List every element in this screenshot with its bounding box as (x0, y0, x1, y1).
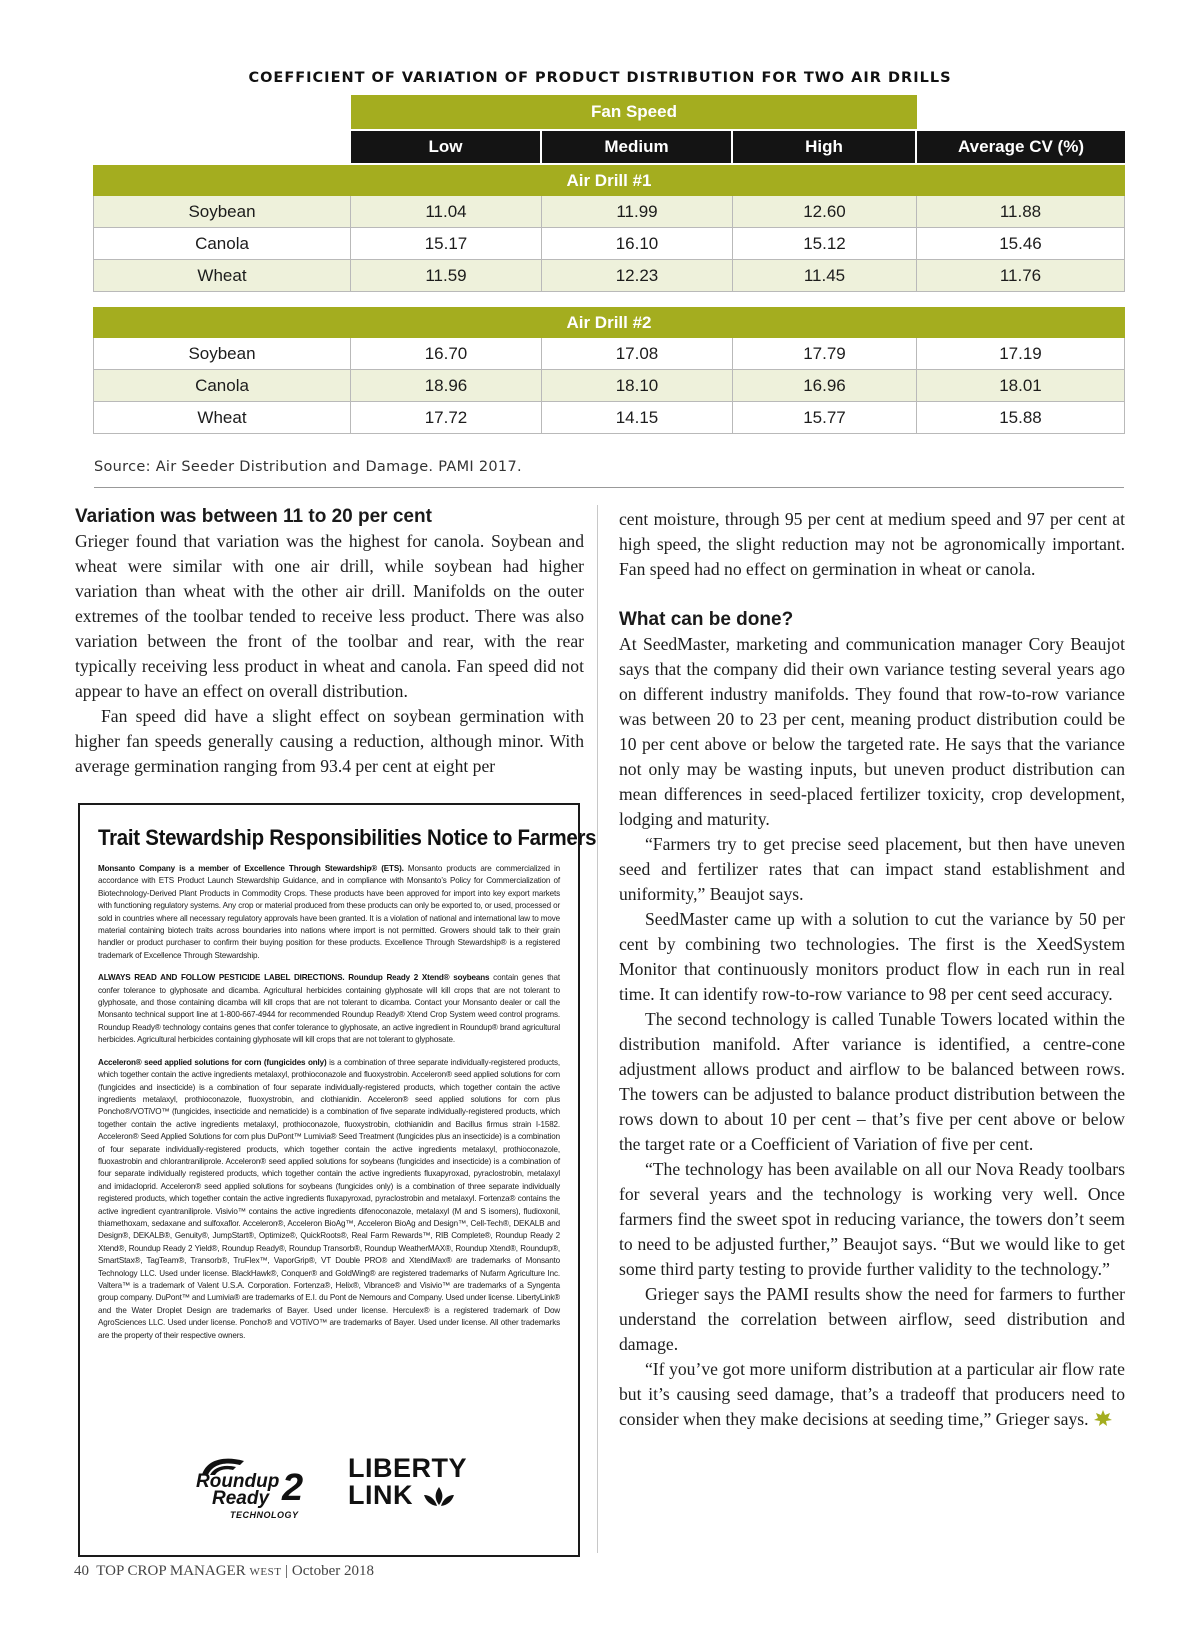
divider (94, 487, 1124, 488)
value-cell: 11.45 (733, 260, 917, 292)
value-cell: 12.23 (542, 260, 733, 292)
value-cell: 12.60 (733, 196, 917, 228)
value-cell: 18.01 (917, 370, 1125, 402)
value-cell: 16.70 (351, 338, 542, 370)
paragraph: “Farmers try to get precise seed placement, but then have uneven seed and fertilizer rates that can impact stand establishment and uniformity,” Beaujot says. (619, 834, 1125, 904)
logos (80, 1455, 578, 1535)
table-source: Source: Air Seeder Distribution and Damage. PAMI 2017. (94, 459, 522, 475)
col-header-medium: Medium (542, 131, 733, 163)
page-footer (74, 1563, 374, 1580)
magazine-name: TOP CROP MANAGER (96, 1563, 246, 1579)
value-cell: 18.10 (542, 370, 733, 402)
logo-text: Ready (212, 1488, 270, 1509)
paragraph: SeedMaster came up with a solution to cut the variance by 50 per cent by combining two technologies. The first is the XeedSystem Monitor that continuously monitors product flow in each run in real time. It can identify row-to-row variance to 98 per cent seed accuracy. (619, 909, 1125, 1004)
notice-paragraph (98, 1057, 560, 1342)
value-cell: 15.88 (917, 402, 1125, 434)
paragraph: “The technology has been available on all our Nova Ready toolbars for several years and the technology is working very well. Once farmers find the sweet spot in reducing variance, the towers don’t seem to need to be adjusted further,” Beaujot says. “But we would like to get some third party testing to provide further validity to the technology.” (619, 1159, 1125, 1279)
notice-paragraph (98, 863, 560, 962)
value-cell: 11.59 (351, 260, 542, 292)
article-left-column (75, 504, 584, 779)
water-droplet-icon (422, 1485, 456, 1509)
logo-text: Roundup (196, 1471, 280, 1492)
section-heading: What can be done? (619, 609, 794, 630)
fan-speed-header: Fan Speed (351, 95, 917, 129)
paragraph: At SeedMaster, marketing and communication manager Cory Beaujot says that the company did their own variance testing several years ago on different industry manifolds. They found that row-to-row variance was between 20 to 23 per cent, meaning product distribution could be 10 per cent above or below the targeted rate. He says that the variance not only may be wasting inputs, but uneven product distribution can mean differences in seed-placed fertilizer toxicity, crop development, lodging and maturity. (619, 634, 1125, 829)
crop-cell: Soybean (93, 196, 351, 228)
value-cell: 11.04 (351, 196, 542, 228)
value-cell: 15.77 (733, 402, 917, 434)
paragraph: cent moisture, through 95 per cent at medium speed and 97 per cent at high speed, the slight reduction may not be agronomically important. Fan speed had no effect on germination in wheat or canola. (619, 509, 1125, 579)
crop-cell: Wheat (93, 260, 351, 292)
notice-lead: Acceleron® seed applied solutions for corn (fungicides only) (98, 1057, 327, 1067)
logo-subtext: TECHNOLOGY (230, 1510, 299, 1520)
page-number: 40 (74, 1563, 89, 1579)
value-cell: 16.96 (733, 370, 917, 402)
air-drill-2-band: Air Drill #2 (93, 307, 1125, 338)
article-right-column (619, 507, 1125, 1432)
logo-text: LINK (348, 1480, 413, 1510)
paragraph: Fan speed did have a slight effect on soybean germination with higher fan speeds generally causing a reduction, although minor. With average germination ranging from 93.4 per cent at eight per (75, 706, 584, 776)
paragraph (619, 1357, 1125, 1432)
liberty-link-logo (348, 1455, 468, 1531)
paragraph: Grieger found that variation was the highest for canola. Soybean and wheat were similar with one air drill, while soybean had higher variation than wheat with the other air drill. Manifolds on the outer extremes of the toolbar tended to receive less product. There was also variation between the front of the toolbar and rear, with the rear typically receiving less product in wheat and canola. Fan speed did not appear to have an effect on overall distribution. (75, 531, 584, 701)
notice-lead: Monsanto Company is a member of Excellence Through Stewardship® (ETS). (98, 864, 404, 873)
logo-text: LIBERTY (348, 1453, 468, 1483)
value-cell: 15.46 (917, 228, 1125, 260)
value-cell: 11.99 (542, 196, 733, 228)
col-header-low: Low (351, 131, 542, 163)
col-header-high: High (733, 131, 917, 163)
leaf-end-icon (1093, 1409, 1113, 1427)
column-headers (351, 131, 1125, 163)
col-header-average: Average CV (%) (917, 131, 1125, 163)
notice-title: Trait Stewardship Responsibilities Notice to Farmers (98, 825, 597, 850)
value-cell: 11.88 (917, 196, 1125, 228)
value-cell: 18.96 (351, 370, 542, 402)
crop-cell: Canola (93, 370, 351, 402)
paragraph: The second technology is called Tunable Towers located within the distribution manifold. After variance is identified, a centre-cone adjustment allows product and airflow to be balanced between rows. The towers can be adjusted to balance product distribution between the rows down to about 10 per cent – that’s five per cent above or below the target rate or a Coefficient of Variation of five per cent. (619, 1009, 1125, 1154)
notice-body: Monsanto products are commercialized in accordance with ETS Product Launch Stewardship Guidance, and in compliance with Monsanto’s Policy for Commercialization of Biotechnology-Derived Plant Products in Commodity Crops. These products have been approved for import into key export markets with functioning regulatory systems. Any crop or material produced from these products can only be exported to, or used, processed or sold in countries where all necessary regulatory approvals have been granted. It is a violation of national and international law to move material containing biotech traits across boundaries into nations where import is not permitted. Growers should talk to their grain handler or product purchaser to confirm their buying position for these products. Excellence Through Stewardship® is a registered trademark of Excellence Through Stewardship. (98, 864, 560, 960)
paragraph: Grieger says the PAMI results show the need for farmers to further understand the correlation between airflow, seed distribution and damage. (619, 1284, 1125, 1354)
notice-body: is a combination of three separate individually-registered products, which together contain the active ingredients metalaxyl, prothioconazole and fluoxystrobin. Acceleron® seed applied solutions for corn (fungicides and insecticide) is a combination of four separate individually-registered products, which together contain the active ingredients metalaxyl, prothioconazole, fluoxystrobin, and clothianidin. Acceleron® seed applied solutions for corn plus Poncho®/VOTiVO™ (fungicides, insecticide and nematicide) is a combination of five separate individually-registered products, which together contain the active ingredients metalaxyl, prothioconazole, fluoxystrobin, clothianidin and Bacillus firmus strain I-1582. Acceleron® Seed Applied Solutions for corn plus DuPont™ Lumivia® Seed Treatment (fungicides plus an insecticide) is a combination of four separate individually-registered products, which together contain the active ingredients metalaxyl, prothioconazole, fluoxastrobin and chlorantraniliprole. Acceleron® seed applied solutions for soybeans (fungicides and insecticide) is a combination of four separate individually registered products, which together contain the active ingredients fluxapyroxad, pyraclostrobin, metalaxyl and imidacloprid. Acceleron® seed applied solutions for soybeans (fungicides only) is a combination of three separate individually registered products, which together contain the active ingredients fluxapyroxad, pyraclostrobin and metalaxyl. Fortenza® contains the active ingredient cyantraniliprole. Visivio™ contains the active ingredients difenoconazole, metalaxyl (M and S isomers), fludioxonil, thiamethoxam, sedaxane and sulfoxaflor. Acceleron®, Acceleron BioAg™, Acceleron BioAg and Design™, Cell-Tech®, DEKALB and Design®, DEKALB®, Genuity®, JumpStart®, Optimize®, QuickRoots®, Real Farm Rewards™, RIB Complete®, Roundup Ready 2 Xtend®, Roundup Ready 2 Yield®, Roundup Ready®, Roundup Transorb®, Roundup WeatherMAX®, Roundup Xtend®, Roundup®, SmartStax®, TagTeam®, Transorb®, TruFlex™, VaporGrip®, VT Double PRO® and XtendiMax® are trademarks of Monsanto Technology LLC. Used under license. BlackHawk®, Conquer® and GoldWing® are registered trademarks of Nufarm Agriculture Inc. Valtera™ is a trademark of Valent U.S.A. Corporation. Fortenza®, Helix®, Vibrance® and Visivio™ are trademarks of a Syngenta group company. DuPont™ and Lumivia® are trademarks of E.I. du Pont de Nemours and Company. Used under license. LibertyLink® and the Water Droplet Design are trademarks of Bayer. Used under license. Herculex® is a registered trademark of Dow AgroSciences LLC. Used under license. Poncho® and VOTiVO™ are trademarks of Bayer. Used under license. All other trademarks are the property of their respective owners. (98, 1057, 560, 1340)
paragraph-text: “If you’ve got more uniform distribution at a particular air flow rate but it’s causing seed damage, that’s a tradeoff that producers need to consider when they make decisions at seeding time,” Grieger says. (619, 1359, 1125, 1429)
section-heading: Variation was between 11 to 20 per cent (75, 506, 432, 527)
value-cell: 17.08 (542, 338, 733, 370)
logo-number: 2 (282, 1467, 304, 1509)
notice-body: contain genes that confer tolerance to glyphosate and dicamba. Agricultural herbicides containing glyphosate will kill crops that are not tolerant to glyphosate, and those containing dicamba will kill crops that are not tolerant to dicamba. Contact your Monsanto dealer or call the Monsanto technical support line at 1-800-667-4944 for recommended Roundup Ready® Xtend Crop System weed control programs. Roundup Ready® technology contains genes that confer tolerance to glyphosate, an active ingredient in Roundup® brand agricultural herbicides. Agricultural herbicides containing glyphosate will kill crops that are not tolerant to glyphosate. (98, 973, 560, 1045)
crop-cell: Canola (93, 228, 351, 260)
air-drill-2-table (93, 338, 1125, 434)
value-cell: 11.76 (917, 260, 1125, 292)
notice-lead: ALWAYS READ AND FOLLOW PESTICIDE LABEL DIRECTIONS. Roundup Ready 2 Xtend® soybeans (98, 973, 490, 983)
value-cell: 17.79 (733, 338, 917, 370)
value-cell: 15.17 (351, 228, 542, 260)
roundup-ready-2-logo (196, 1455, 316, 1531)
column-divider (597, 505, 598, 1553)
value-cell: 17.72 (351, 402, 542, 434)
trait-stewardship-notice (78, 803, 597, 1557)
value-cell: 15.12 (733, 228, 917, 260)
issue-date: | October 2018 (285, 1563, 374, 1579)
air-drill-1-band: Air Drill #1 (93, 165, 1125, 196)
value-cell: 17.19 (917, 338, 1125, 370)
magazine-edition: WEST (249, 1566, 282, 1578)
value-cell: 16.10 (542, 228, 733, 260)
table-title: COEFFICIENT OF VARIATION OF PRODUCT DISTRIBUTION FOR TWO AIR DRILLS (248, 70, 952, 86)
notice-paragraph (98, 972, 560, 1046)
value-cell: 14.15 (542, 402, 733, 434)
crop-cell: Wheat (93, 402, 351, 434)
crop-cell: Soybean (93, 338, 351, 370)
air-drill-1-table (93, 196, 1125, 292)
